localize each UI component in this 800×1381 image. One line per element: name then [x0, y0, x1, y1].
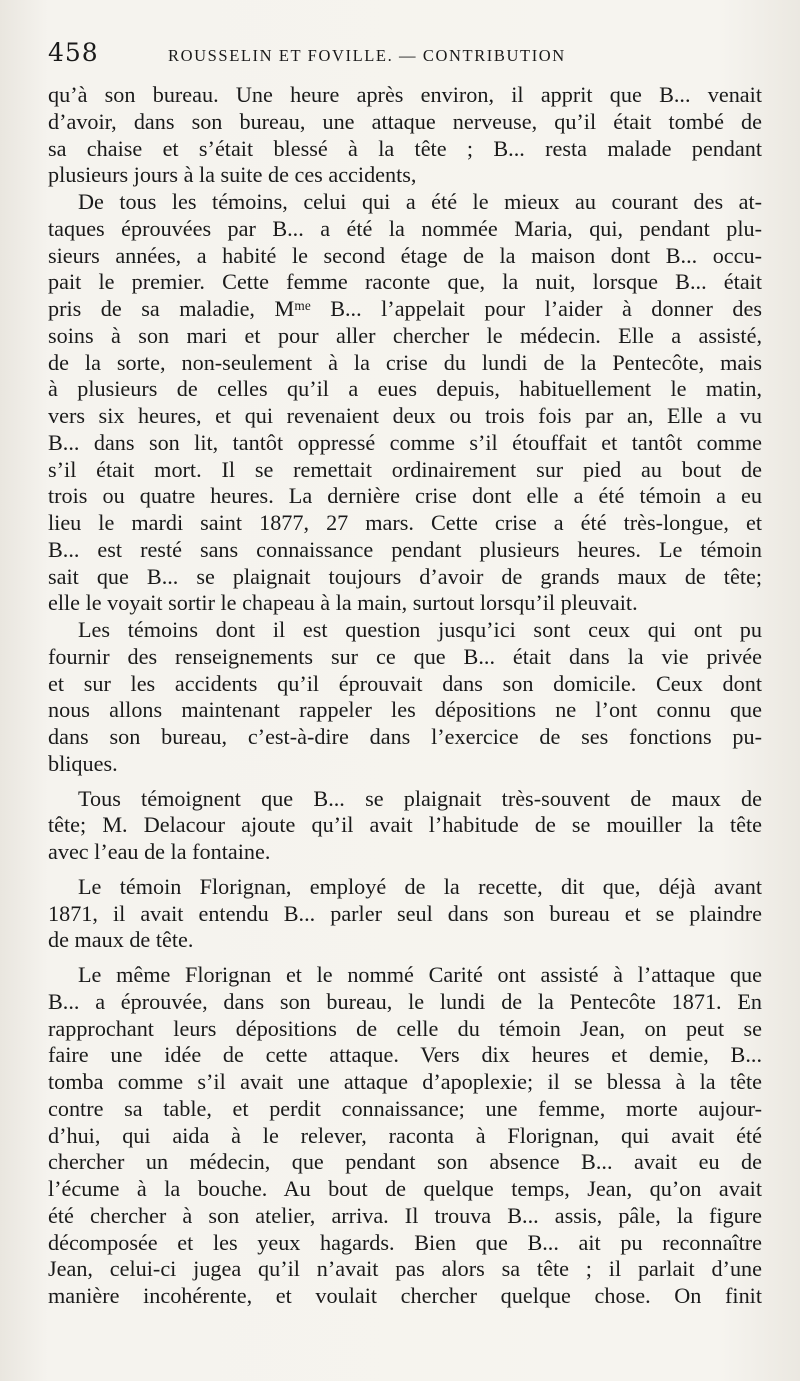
text-line: Le même Florignan et le nommé Carité ont assisté à l’attaque que — [78, 962, 762, 987]
text-line: nous allons maintenant rappeler les dépositions ne l’ont connu que — [48, 697, 762, 723]
text-line: pait le premier. Cette femme raconte que, la nuit, lorsque B... était — [48, 269, 762, 295]
text-line: été chercher à son atelier, arriva. Il trouva B... assis, pâle, la figure — [48, 1202, 762, 1228]
body-text — [48, 82, 762, 1310]
paragraph — [48, 962, 762, 1310]
text-line: B... a éprouvée, dans son bureau, le lundi de la Pentecôte 1871. En — [48, 988, 762, 1014]
paragraph-gap — [48, 954, 762, 962]
paragraph — [48, 82, 762, 189]
text-line: vers six heures, et qui revenaient deux ou trois fois par an, Elle a vu — [48, 403, 762, 428]
text-line: contre sa table, et perdit connaissance; une femme, morte aujour- — [48, 1095, 762, 1121]
text-line: chercher un médecin, que pendant son absence B... avait eu de — [48, 1149, 762, 1175]
text-line: B... est resté sans connaissance pendant plusieurs heures. Le témoin — [48, 536, 762, 562]
text-line: de la sorte, non-seulement à la crise du lundi de la Pentecôte, mais — [48, 349, 762, 375]
text-line: taques éprouvées par B... a été la nommée Maria, qui, pendant plu- — [48, 215, 762, 241]
text-line: d’hui, qui aida à le relever, raconta à Florignan, qui avait été — [48, 1122, 762, 1148]
paragraph — [48, 786, 762, 866]
text-line: pris de sa maladie, Mᵐᵉ B... l’appelait pour l’aider à donner des — [48, 296, 762, 321]
text-line: bliques. — [48, 750, 118, 776]
text-line: 1871, il avait entendu B... parler seul dans son bureau et se plaindre — [48, 900, 762, 926]
paragraph-gap — [48, 778, 762, 786]
paragraph-gap — [48, 866, 762, 874]
text-line: et sur les accidents qu’il éprouvait dans son domicile. Ceux dont — [48, 670, 762, 696]
text-line: Les témoins dont il est question jusqu’ici sont ceux qui ont pu — [78, 617, 762, 642]
text-line: s’il était mort. Il se remettait ordinairement sur pied au bout de — [48, 456, 762, 482]
text-line: l’écume à la bouche. Au bout de quelque temps, Jean, qu’on avait — [48, 1176, 762, 1201]
text-line: rapprochant leurs dépositions de celle du témoin Jean, on peut se — [48, 1015, 762, 1041]
text-line: faire une idée de cette attaque. Vers dix heures et demie, B... — [48, 1042, 762, 1068]
paragraph — [48, 617, 762, 778]
running-head: ROUSSELIN ET FOVILLE. — CONTRIBUTION — [168, 46, 566, 65]
text-line: tête; M. Delacour ajoute qu’il avait l’habitude de se mouiller la tête — [48, 812, 762, 838]
text-line: sa chaise et s’était blessé à la tête ; B... resta malade pendant — [48, 135, 762, 161]
text-line: sait que B... se plaignait toujours d’avoir de grands maux de tête; — [48, 563, 762, 589]
text-line: De tous les témoins, celui qui a été le mieux au courant des at- — [78, 189, 762, 214]
text-line: dans son bureau, c’est-à-dire dans l’exercice de ses fonctions pu- — [48, 724, 762, 749]
text-line: elle le voyait sortir le chapeau à la main, surtout lorsqu’il pleuvait. — [48, 590, 638, 616]
page-number: 458 — [48, 38, 99, 67]
text-line: soins à son mari et pour aller chercher le médecin. Elle a assisté, — [48, 322, 762, 348]
text-line: décomposée et les yeux hagards. Bien que B... ait pu reconnaître — [48, 1229, 762, 1255]
text-line: trois ou quatre heures. La dernière crise dont elle a été témoin a eu — [48, 483, 762, 509]
text-line: lieu le mardi saint 1877, 27 mars. Cette crise a été très-longue, et — [48, 510, 762, 535]
text-line: manière incohérente, et voulait chercher quelque chose. On finit — [48, 1283, 762, 1308]
text-line: B... dans son lit, tantôt oppressé comme s’il étouffait et tantôt comme — [48, 429, 762, 455]
paragraph — [48, 874, 762, 954]
text-line: à plusieurs de celles qu’il a eues depuis, habituellement le matin, — [48, 376, 762, 402]
text-line: sieurs années, a habité le second étage de la maison dont B... occu- — [48, 242, 762, 268]
text-line: d’avoir, dans son bureau, une attaque nerveuse, qu’il était tombé de — [48, 108, 762, 134]
text-line: plusieurs jours à la suite de ces accidents, — [48, 162, 417, 188]
text-line: fournir des renseignements sur ce que B... était dans la vie privée — [48, 643, 762, 669]
text-line: Le témoin Florignan, employé de la recette, dit que, déjà avant — [78, 873, 762, 899]
text-line: tomba comme s’il avait une attaque d’apoplexie; il se blessa à la tête — [48, 1069, 762, 1094]
text-line: Jean, celui-ci jugea qu’il n’avait pas alors sa tête ; il parlait d’une — [48, 1256, 762, 1282]
paragraph — [48, 189, 762, 617]
text-line: de maux de tête. — [48, 927, 194, 953]
text-line: qu’à son bureau. Une heure après environ, il apprit que B... venait — [48, 82, 762, 107]
text-line: avec l’eau de la fontaine. — [48, 839, 271, 864]
page-header — [48, 38, 764, 78]
text-line: Tous témoignent que B... se plaignait très-souvent de maux de — [78, 785, 762, 811]
